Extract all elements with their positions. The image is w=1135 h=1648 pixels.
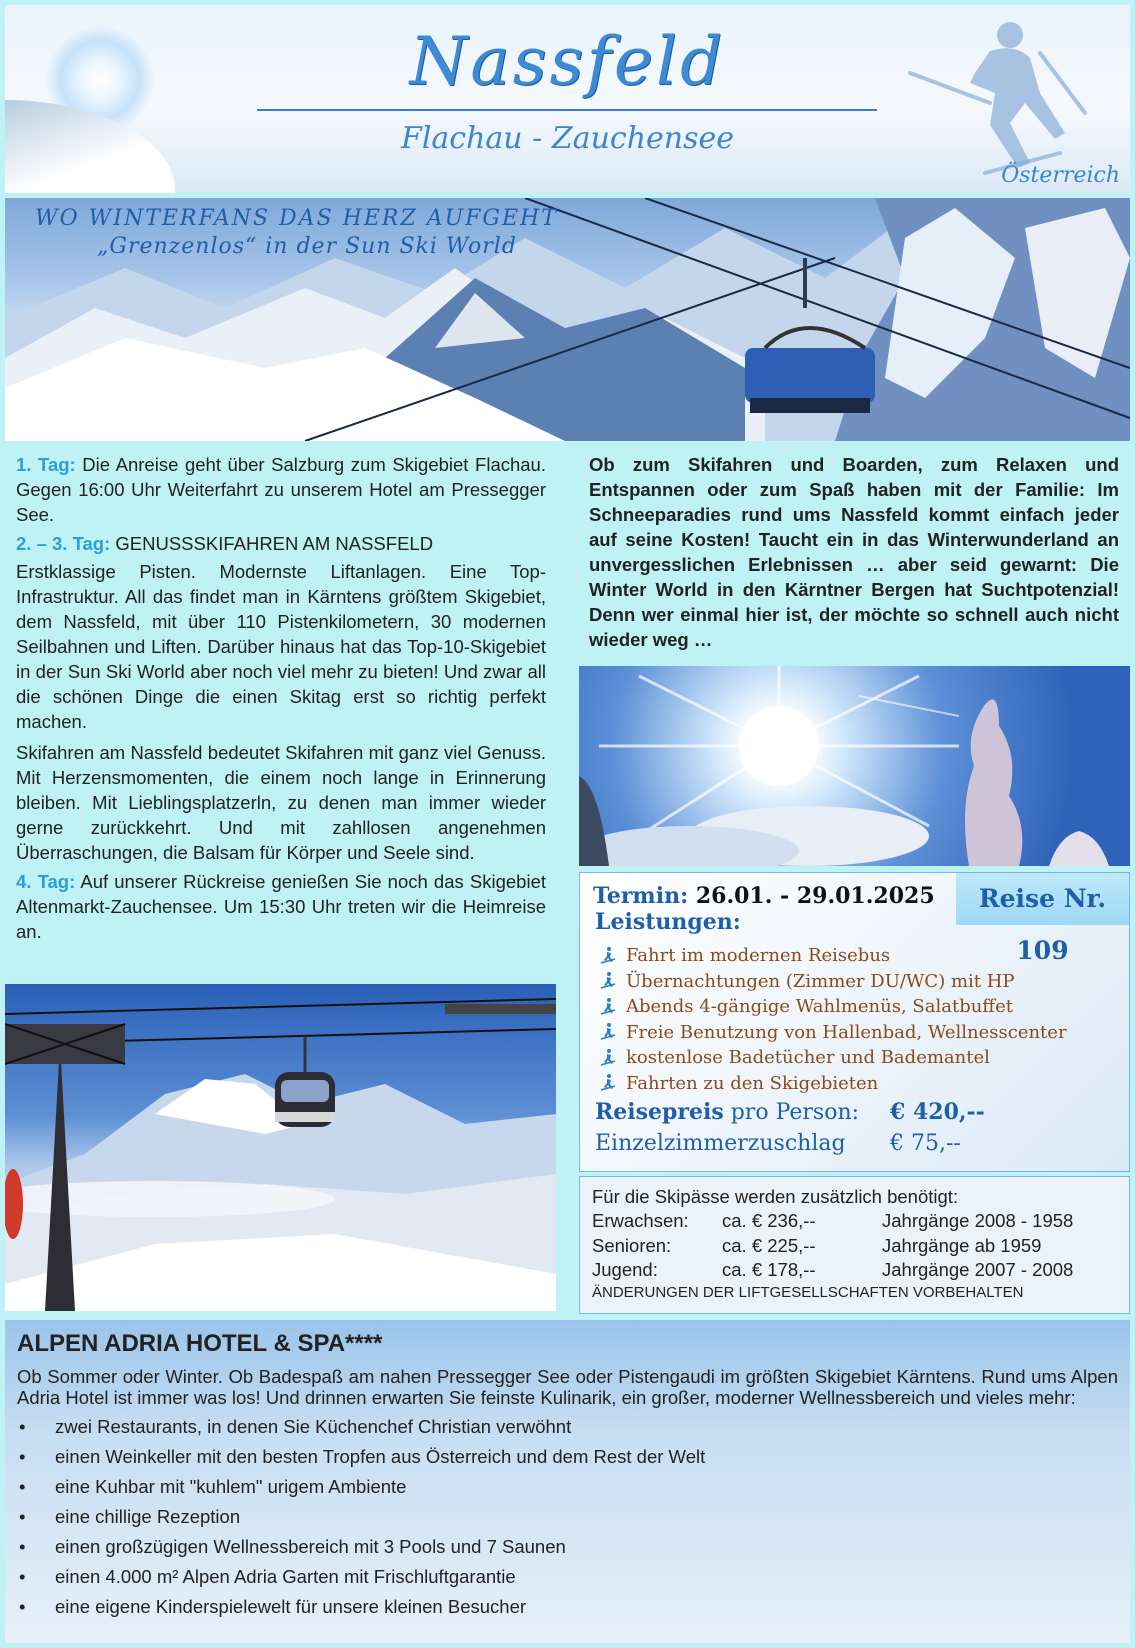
hotel-features-list — [17, 1412, 1118, 1622]
services-list — [598, 943, 1067, 1096]
hotel-feature-item — [17, 1502, 1118, 1532]
hotel-name: ALPEN ADRIA HOTEL & SPA**** — [17, 1330, 383, 1357]
price-label-bold: Reisepreis — [595, 1099, 724, 1125]
hotel-feature-item — [17, 1592, 1118, 1622]
skipass-note: ÄNDERUNGEN DER LIFTGESELLSCHAFTEN VORBEHALTEN — [592, 1283, 1024, 1301]
hotel-feature-text: eine Kuhbar mit "kuhlem" urigem Ambiente — [55, 1476, 407, 1497]
skipass-row — [592, 1209, 1117, 1234]
single-room-value: € 75,-- — [890, 1131, 961, 1156]
price-row — [595, 1099, 985, 1125]
skipass-price: ca. € 236,-- — [722, 1210, 816, 1231]
day-4-paragraph — [16, 869, 546, 944]
single-room-label: Einzelzimmerzuschlag — [595, 1131, 846, 1156]
price-label-rest: pro Person: — [723, 1100, 860, 1125]
bullet-icon: • — [19, 1536, 26, 1557]
header — [5, 5, 1130, 193]
page-title: Nassfeld — [409, 23, 726, 100]
day-1-paragraph — [16, 452, 546, 527]
skipass-box — [579, 1176, 1130, 1314]
hotel-feature-text: einen Weinkeller mit den besten Tropfen aus Österreich und dem Rest der Welt — [55, 1446, 706, 1467]
hotel-feature-text: einen 4.000 m² Alpen Adria Garten mit Frischluftgarantie — [55, 1566, 516, 1587]
intro-paragraph: Ob zum Skifahren und Boarden, zum Relaxen und Entspannen oder zum Spaß haben mit der Familie: Im Schneeparadies rund ums Nassfeld kommt einfach jeder auf seine Kosten! Taucht ein in das Winterwunderland an unvergesslichen Erlebnissen … aber seid gewarnt: Die Winter World in den Kärntner Bergen hat Suchtpotenzial! Denn wer einmal hier ist, der möchte so schnell auch nicht wieder weg … — [589, 454, 1119, 650]
country-label: Österreich — [1001, 163, 1120, 188]
service-text: Abends 4-gängige Wahlmenüs, Salatbuffet — [626, 996, 1013, 1017]
bullet-icon: • — [19, 1476, 26, 1497]
service-text: Freie Benutzung von Hallenbad, Wellnesscenter — [626, 1021, 1067, 1043]
day-2-label: 2. – 3. Tag: — [16, 533, 111, 554]
skipass-group: Jugend: — [592, 1259, 658, 1280]
service-text: Fahrten zu den Skigebieten — [626, 1072, 879, 1094]
day-2-text: Erstklassige Pisten. Modernste Liftanlagen. Eine Top-Infrastruktur. All das findet man in Kärntens größtem Skigebiet, dem Nassfeld, mit über 110 Pistenkilometern, 30 modernen Seilbahnen und Liften. Darüber hinaus hat das Top-10-Skigebiet in der Sun Ski World aber noch viel mehr zu bieten! Und zwar all die schönen Dinge die einen Skitag erst so richtig perfekt machen. — [16, 561, 546, 732]
skipass-group: Senioren: — [592, 1234, 672, 1256]
day-1-text: Die Anreise geht über Salzburg zum Skigebiet Flachau. Gegen 16:00 Uhr Weiterfahrt zu unserem Hotel am Pressegger See. — [16, 454, 546, 525]
hotel-feature-text: eine eigene Kinderspielewelt für unsere kleinen Besucher — [55, 1596, 527, 1617]
service-item — [598, 994, 1067, 1020]
page-subtitle: Flachau - Zauchensee — [401, 121, 734, 156]
service-item — [598, 1020, 1067, 1046]
hotel-feature-item — [17, 1532, 1118, 1562]
hotel-feature-text: einen großzügigen Wellnessbereich mit 3 Pools und 7 Saunen — [55, 1536, 566, 1557]
bullet-icon: • — [19, 1416, 26, 1437]
dates-label: Termin: — [593, 883, 689, 909]
skipass-row — [592, 1258, 1117, 1283]
day-2-heading-paragraph — [16, 531, 546, 556]
gondola-photo — [5, 984, 556, 1311]
sun-photo-scene — [579, 666, 1130, 866]
sun-sky-photo — [579, 666, 1130, 866]
service-text: Übernachtungen (Zimmer DU/WC) mit HP — [626, 970, 1015, 992]
dates-value: 26.01. - 29.01.2025 — [688, 883, 935, 909]
hotel-intro: Ob Sommer oder Winter. Ob Badespaß am nahen Pressegger See oder Pistengaudi im größten Skigebiet Kärntens. Rund ums Alpen Adria Hotel ist immer was los! Und drinnen erwarten Sie feinste Kulinarik, ein großer, moderner Wellnessbereich und vieles mehr: — [17, 1366, 1118, 1408]
trip-number-badge: Reise Nr. 109 — [956, 873, 1129, 925]
skipass-price: ca. € 225,-- — [722, 1234, 816, 1256]
skier-icon — [598, 946, 618, 966]
bullet-icon: • — [19, 1446, 26, 1467]
day-2-text-2: Skifahren am Nassfeld bedeutet Skifahren mit ganz viel Genuss. Mit Herzensmomenten, die einem noch lange in Erinnerung bleiben. Mit Lieblingsplatzerln, zu denen man immer wieder gerne zurückkehrt. Und mit zahllosen angenehmen Überraschungen, die Balsam für Körper und Seele sind. — [16, 742, 546, 863]
skipass-years: Jahrgänge ab 1959 — [882, 1234, 1042, 1256]
itinerary-text — [16, 452, 546, 948]
service-item — [598, 969, 1067, 995]
banner-tagline: „Grenzenlos“ in der Sun Ski World — [97, 234, 517, 259]
day-4-text: Auf unserer Rückreise genießen Sie noch das Skigebiet Altenmarkt-Zauchensee. Um 15:30 Uhr treten wir die Heimreise an. — [16, 871, 546, 942]
banner-slogan: WO WINTERFANS DAS HERZ AUFGEHT — [35, 206, 558, 231]
hotel-feature-item — [17, 1472, 1118, 1502]
bullet-icon: • — [19, 1506, 26, 1527]
offer-box — [579, 872, 1130, 1172]
skipass-years: Jahrgänge 2008 - 1958 — [882, 1210, 1074, 1231]
service-text: kostenlose Badetücher und Bademantel — [626, 1047, 990, 1068]
skipass-group: Erwachsen: — [592, 1210, 689, 1231]
hotel-feature-text: eine chillige Rezeption — [55, 1506, 241, 1527]
title-divider — [257, 109, 877, 111]
single-room-row — [595, 1131, 961, 1156]
skier-icon — [598, 997, 618, 1017]
skier-icon — [598, 1022, 618, 1042]
service-text: Fahrt im modernen Reisebus — [626, 945, 891, 966]
skipass-table — [592, 1209, 1117, 1283]
skipass-row — [592, 1234, 1117, 1259]
day-4-label: 4. Tag: — [16, 871, 76, 892]
hotel-feature-item — [17, 1412, 1118, 1442]
skier-icon — [598, 971, 618, 991]
skier-icon — [598, 1073, 618, 1093]
skipass-price: ca. € 178,-- — [722, 1259, 816, 1280]
skipass-heading: Für die Skipässe werden zusätzlich benötigt: — [592, 1186, 959, 1207]
price-label — [595, 1099, 890, 1125]
mountain-banner-photo — [5, 198, 1130, 441]
trip-dates — [593, 883, 935, 909]
bullet-icon: • — [19, 1566, 26, 1587]
skier-icon — [598, 1048, 618, 1068]
service-item — [598, 943, 1067, 969]
price-value: € 420,-- — [890, 1099, 985, 1125]
gondola-photo-scene — [5, 984, 556, 1311]
day-1-label: 1. Tag: — [16, 454, 76, 475]
day-2-heading: GENUSSSKIFAHREN AM NASSFELD — [110, 533, 434, 554]
hotel-section — [5, 1320, 1130, 1643]
hotel-feature-item — [17, 1442, 1118, 1472]
skipass-years: Jahrgänge 2007 - 2008 — [882, 1259, 1074, 1280]
service-item — [598, 1045, 1067, 1071]
hotel-feature-text: zwei Restaurants, in denen Sie Küchenchef Christian verwöhnt — [55, 1416, 572, 1437]
hotel-feature-item — [17, 1562, 1118, 1592]
bullet-icon: • — [19, 1596, 26, 1617]
services-heading: Leistungen: — [595, 909, 741, 935]
service-item — [598, 1071, 1067, 1097]
